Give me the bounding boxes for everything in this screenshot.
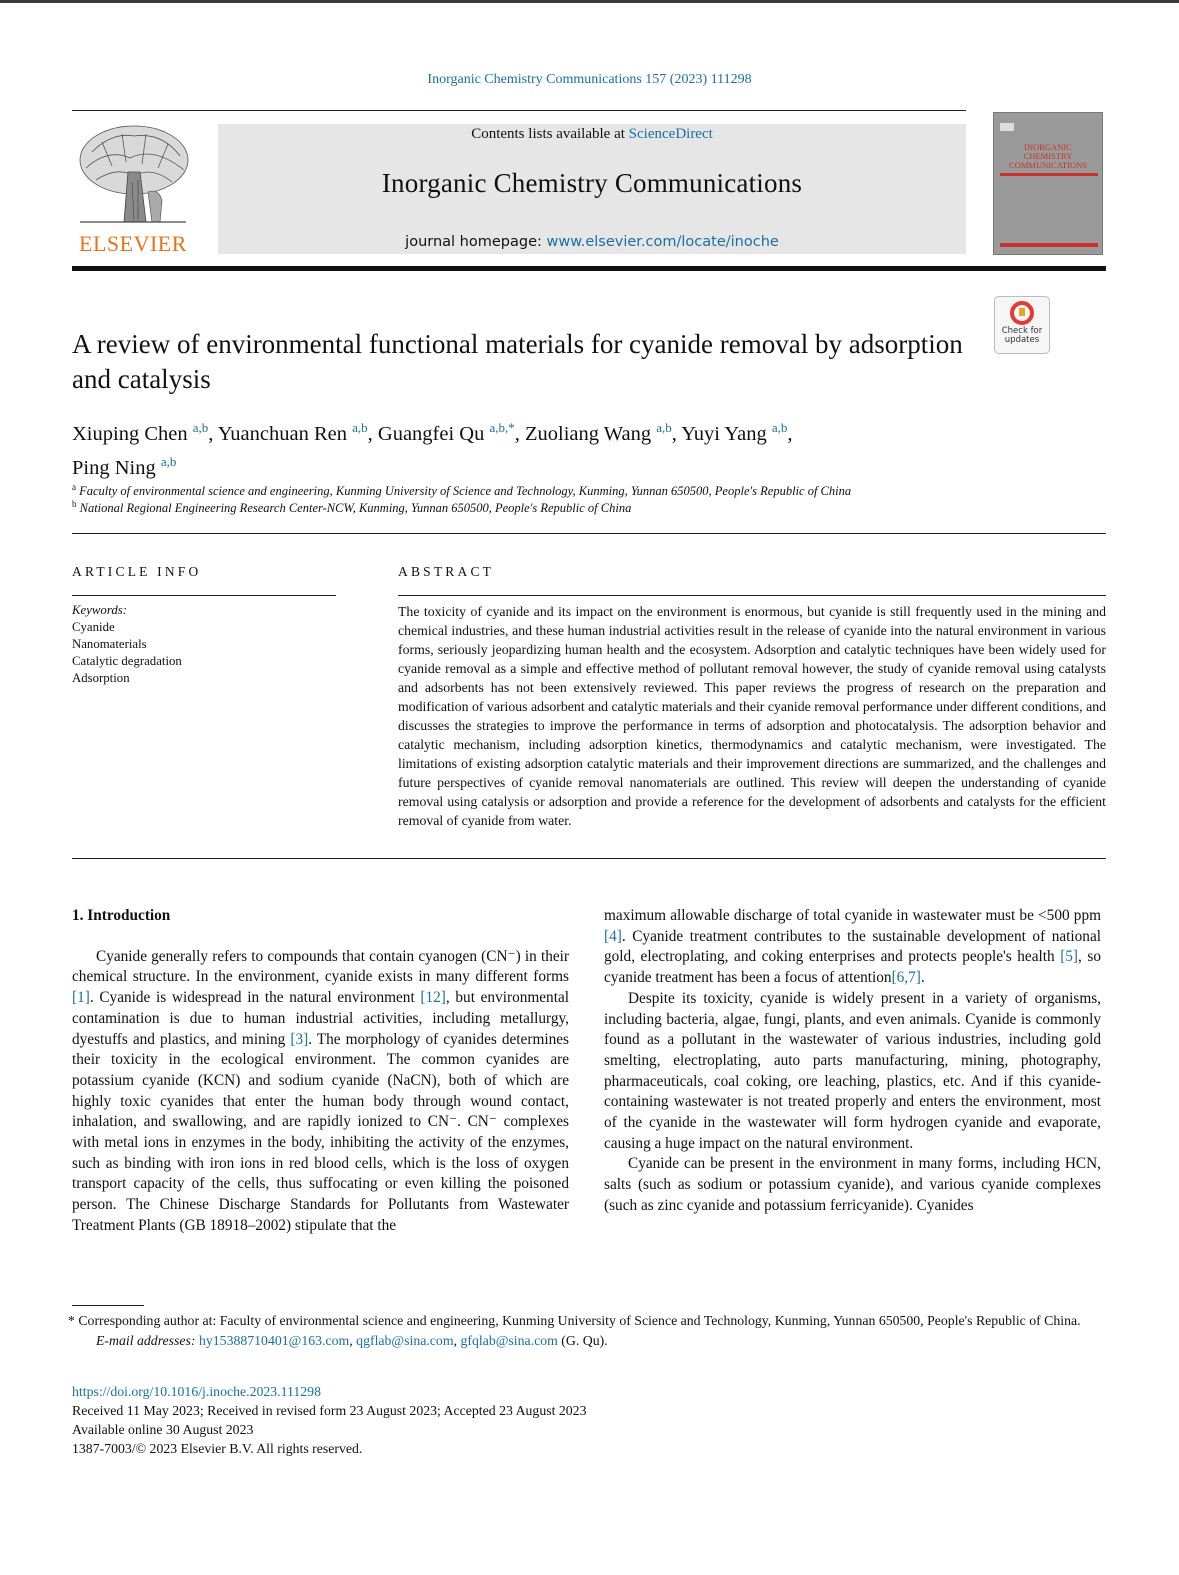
- author-name: Guangfei Qu: [377, 423, 485, 445]
- body-paragraph: [604, 906, 1101, 989]
- cover-title-line2: CHEMISTRY: [1023, 151, 1073, 161]
- email-label: E-mail addresses:: [96, 1332, 196, 1348]
- author-list: [72, 414, 972, 482]
- author-name: Yuyi Yang: [681, 423, 767, 445]
- text-run: . Cyanide is widespread in the natural environment: [89, 989, 421, 1007]
- keyword: Cyanide: [72, 620, 115, 634]
- check-updates-label: [995, 327, 1049, 345]
- check-updates-icon: [1010, 301, 1034, 325]
- email-link[interactable]: qgflab@sina.com: [356, 1332, 454, 1348]
- author-name: Zuoliang Wang: [525, 423, 652, 445]
- author[interactable]: [681, 420, 793, 445]
- author-name: Ping Ning: [72, 457, 156, 479]
- masthead-thick-rule: [72, 266, 1106, 271]
- footnote: [68, 1311, 1106, 1350]
- check-updates-line2: updates: [1004, 335, 1040, 345]
- affiliation: [72, 499, 972, 516]
- cover-stripe-top: [1000, 173, 1098, 176]
- affiliation-mark: b: [72, 499, 77, 509]
- author-separator: ,: [367, 423, 378, 445]
- author-separator: ,: [514, 423, 526, 445]
- email-suffix: (G. Qu).: [557, 1332, 608, 1348]
- body-column-right: [604, 906, 1101, 1217]
- body-column-left: [72, 906, 569, 1237]
- text-run: , so cyanide treatment has been a focus of attention: [604, 948, 1101, 987]
- check-updates-line1: Check for: [1001, 326, 1043, 336]
- available-online: Available online 30 August 2023: [72, 1422, 254, 1437]
- reference-link[interactable]: [12]: [420, 989, 446, 1007]
- affiliation-text: Faculty of environmental science and engineering, Kunming University of Science and Technology, Kunming, Yunnan 650500, People's Republic of China: [79, 484, 852, 499]
- journal-masthead: [218, 124, 966, 254]
- article-title: A review of environmental functional materials for cyanide removal by adsorption and catalysis: [72, 329, 963, 394]
- journal-cover-thumbnail[interactable]: [993, 112, 1103, 255]
- reference-link[interactable]: [5]: [1060, 948, 1079, 966]
- author-separator: ,: [671, 423, 682, 445]
- keywords-label: Keywords:: [72, 603, 127, 617]
- author-affil-mark[interactable]: a,b: [771, 420, 788, 435]
- author-affil-mark[interactable]: a,b: [160, 454, 177, 469]
- abstract-bottom-rule: [72, 858, 1106, 859]
- article-info-heading: ARTICLE INFO: [72, 564, 202, 579]
- affiliation-text: National Regional Engineering Research Center-NCW, Kunming, Yunnan 650500, People's Republic of China: [79, 501, 632, 516]
- journal-name: Inorganic Chemistry Communications: [381, 168, 803, 198]
- cover-title: [994, 143, 1102, 170]
- author[interactable]: [72, 454, 177, 479]
- cover-logo-mark: [1000, 123, 1014, 131]
- reference-link[interactable]: [3]: [290, 1030, 309, 1048]
- journal-homepage: [218, 234, 966, 250]
- author[interactable]: [217, 420, 378, 445]
- footnote-rule: [72, 1305, 144, 1306]
- author[interactable]: [72, 420, 218, 445]
- cover-stripe-bottom: [1000, 243, 1098, 247]
- contents-available: [218, 126, 966, 143]
- author[interactable]: [525, 420, 682, 445]
- cover-title-line1: INORGANIC: [1024, 142, 1072, 152]
- author[interactable]: [377, 420, 526, 445]
- homepage-prefix: journal homepage:: [405, 234, 547, 250]
- text-run: .: [920, 969, 925, 987]
- elsevier-tree-icon: [72, 122, 194, 226]
- publication-info: [72, 1382, 772, 1458]
- body-paragraph: Despite its toxicity, cyanide is widely present in a variety of organisms, including bacteria, algae, fungi, plants, and even animals. Cyanide is commonly found as a pollutant in the wastewater of various industries, including gold smelting, electroplating, auto parts manufacturing, mining, photography, pharmaceuticals, coal coking, ore leaching, plastics, etc. And if this cyanide-containing wastewater is not treated properly and enters the environment, most of the cyanide in the wastewater will form hydrogen cyanide and evaporate, causing a huge impact on the natural environment.: [604, 989, 1101, 1152]
- author-separator: ,: [787, 423, 793, 445]
- reference-link[interactable]: [6,7]: [891, 969, 921, 987]
- author-name: Xiuping Chen: [72, 423, 188, 445]
- homepage-link[interactable]: www.elsevier.com/locate/inoche: [546, 234, 779, 250]
- sciencedirect-link[interactable]: ScienceDirect: [628, 126, 713, 142]
- affiliation-rule: [72, 533, 1106, 534]
- email-link[interactable]: gfqlab@sina.com: [460, 1332, 558, 1348]
- keyword: Nanomaterials: [72, 637, 147, 651]
- cover-title-line3: COMMUNICATIONS: [1009, 160, 1087, 170]
- author-separator: ,: [208, 423, 218, 445]
- abstract-text: The toxicity of cyanide and its impact on the environment is enormous, but cyanide is still frequently used in the mining and chemical industries, and these human industrial activities result in the release of cyanide into the natural environment in various forms, seriously jeopardizing human health and the ecosystem. Adsorption and catalytic techniques have been widely used for cyanide removal as a simple and effective method of pollutant removal however, the study of cyanide removal using catalysts and adsorbents has not been extensively reviewed. This paper reviews the progress of research on the preparation and modification of various adsorbent and catalytic materials and their cyanide removal performance under different conditions, and discusses the strategies to improve the performance in terms of adsorption and photocatalysis. The adsorption behavior and catalytic mechanism, including adsorption kinetics, thermodynamics and catalytic mechanism, were investigated. The limitations of existing adsorption catalytic materials and their improvement directions are summarized, and the challenges and future perspectives of cyanide removal nanomaterials are outlined. This review will deepen the understanding of cyanide removal using catalysis or adsorption and provide a reference for the development of adsorbents and catalysts for the efficient removal of cyanide from water.: [398, 604, 1106, 828]
- doi-link[interactable]: https://doi.org/10.1016/j.inoche.2023.111298: [72, 1384, 321, 1399]
- abstract-rule: [398, 595, 1106, 596]
- email-line: E-mail addresses: hy15388710401@163.com, qgflab@sina.com, gfqlab@sina.com (G. Qu).: [96, 1332, 608, 1348]
- copyright: 1387-7003/© 2023 Elsevier B.V. All rights reserved.: [72, 1441, 363, 1456]
- email-link[interactable]: hy15388710401@163.com: [198, 1332, 350, 1348]
- reference-link[interactable]: [4]: [604, 927, 622, 945]
- received-dates: Received 11 May 2023; Received in revised form 23 August 2023; Accepted 23 August 2023: [72, 1403, 587, 1418]
- author-affil-mark[interactable]: a,b: [656, 420, 672, 435]
- author-affil-mark[interactable]: a,b: [352, 420, 368, 435]
- text-run: Cyanide generally refers to compounds that contain cyanogen (CN⁻) in their chemical structure. In the environment, cyanide exists in many different forms: [72, 947, 569, 986]
- header-rule: [72, 110, 966, 111]
- check-for-updates-button[interactable]: [994, 296, 1050, 354]
- keyword: Catalytic degradation: [72, 654, 182, 668]
- contents-prefix: Contents lists available at: [471, 126, 629, 142]
- text-run: . The morphology of cyanides determines their toxicity in the ecological environment. The common cyanides are potassium cyanide (KCN) and sodium cyanide (NaCN), both of which are highly toxic cyanides that enter the human body through wound contact, inhalation, and swallowing, and are rapidly ionized to CN⁻. CN⁻ complexes with metal ions in enzymes in the body, inhibiting the activity of the enzymes, such as binding with iron ions in red blood cells, which is the loss of oxygen transport capacity of the cells, thus suffocating or even killing the poisoned person. The Chinese Discharge Standards for Pollutants from Wastewater Treatment Plants (GB 18918–2002) stipulate that the: [72, 1030, 569, 1234]
- publisher-wordmark: ELSEVIER: [79, 231, 187, 256]
- body-paragraph: [72, 947, 569, 1237]
- body-paragraph: Cyanide can be present in the environment in many forms, including HCN, salts (such as sodium or potassium cyanide), and various cyanide complexes (such as zinc cyanide and potassium ferricyanide). Cyanides: [604, 1155, 1101, 1214]
- affiliation: [72, 482, 972, 499]
- section-heading: 1. Introduction: [72, 907, 171, 924]
- reference-link[interactable]: [1]: [72, 989, 90, 1007]
- keyword: Adsorption: [72, 671, 130, 685]
- abstract-heading: ABSTRACT: [398, 564, 495, 579]
- author-affil-mark[interactable]: a,b,*: [489, 420, 515, 435]
- corresponding-author-note: * Corresponding author at: Faculty of environmental science and engineering, Kunming University of Science and Technology, Kunming, Yunnan 650500, People's Republic of China.: [68, 1313, 1081, 1328]
- article-info-rule: [72, 595, 336, 596]
- top-border: [0, 0, 1179, 3]
- author-name: Yuanchuan Ren: [217, 423, 347, 445]
- text-run: maximum allowable discharge of total cyanide in wastewater must be <500 ppm: [604, 907, 1101, 924]
- journal-citation-link[interactable]: Inorganic Chemistry Communications 157 (2023) 111298: [427, 72, 752, 87]
- keywords-block: [72, 602, 336, 687]
- text-run: . Cyanide treatment contributes to the sustainable development of national gold, electroplating, and coking enterprises and protects people's health: [604, 927, 1101, 966]
- affiliation-mark: a: [72, 482, 76, 492]
- elsevier-logo[interactable]: [72, 122, 194, 257]
- text-run: , but environmental contamination is due to human industrial activities, including metallurgy, dyestuffs and plastics, and mining: [72, 989, 569, 1048]
- author-affil-mark[interactable]: a,b: [192, 420, 209, 435]
